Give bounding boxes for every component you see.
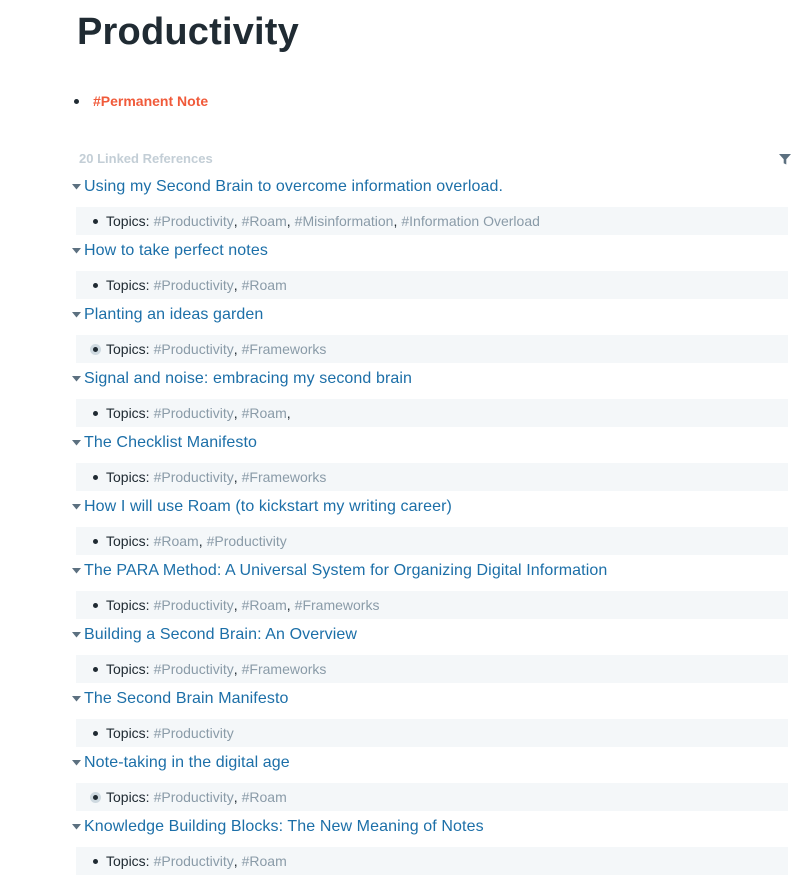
reference-title-link[interactable]: How to take perfect notes: [84, 242, 268, 259]
reference-title-row: [68, 749, 788, 777]
reference-block: [76, 335, 788, 363]
permanent-note-tag[interactable]: #Permanent Note: [93, 93, 209, 109]
topics-label: Topics:: [106, 405, 150, 421]
topic-tag[interactable]: #Productivity: [153, 725, 234, 741]
caret-down-icon[interactable]: [68, 429, 84, 457]
tag-separator: ,: [393, 213, 398, 229]
topic-tag[interactable]: #Roam: [241, 597, 287, 613]
bullet-icon[interactable]: [93, 283, 98, 288]
reference-title-row: [68, 685, 788, 713]
linked-reference: [68, 621, 788, 685]
topic-tag[interactable]: #Productivity: [153, 213, 234, 229]
reference-title-row: [68, 301, 788, 329]
reference-title-link[interactable]: Building a Second Brain: An Overview: [84, 626, 358, 643]
caret-down-icon[interactable]: [68, 685, 84, 713]
topics-label: Topics:: [106, 341, 150, 357]
reference-title-row: [68, 173, 788, 201]
bullet-icon[interactable]: [93, 539, 98, 544]
bullet-icon[interactable]: [93, 667, 98, 672]
linked-reference: [68, 301, 788, 365]
reference-title-row: [68, 429, 788, 457]
tag-separator: ,: [233, 341, 238, 357]
topics-label: Topics:: [106, 469, 150, 485]
linked-references-count[interactable]: 20 Linked References: [79, 151, 213, 166]
caret-down-icon[interactable]: [68, 237, 84, 265]
reference-title-link[interactable]: The Checklist Manifesto: [84, 434, 258, 451]
bullet-icon[interactable]: [74, 99, 79, 104]
linked-reference: [68, 365, 788, 429]
reference-title-link[interactable]: Knowledge Building Blocks: The New Meaning of Notes: [84, 818, 484, 835]
caret-down-icon[interactable]: [68, 813, 84, 841]
tag-separator: ,: [286, 405, 291, 421]
reference-title-link[interactable]: Signal and noise: embracing my second brain: [84, 370, 413, 387]
tag-separator: ,: [233, 597, 238, 613]
linked-reference: [68, 813, 788, 877]
topic-tag[interactable]: #Roam: [241, 405, 287, 421]
reference-block: [76, 527, 788, 555]
linked-references-list: [68, 173, 788, 877]
topic-tag[interactable]: #Productivity: [153, 405, 234, 421]
reference-title-link[interactable]: The PARA Method: A Universal System for Organizing Digital Information: [84, 562, 608, 579]
tag-separator: ,: [233, 853, 238, 869]
topics-label: Topics:: [106, 661, 150, 677]
caret-down-icon[interactable]: [68, 365, 84, 393]
caret-down-icon[interactable]: [68, 173, 84, 201]
linked-reference: [68, 685, 788, 749]
tag-separator: ,: [233, 789, 238, 805]
reference-block: [76, 847, 788, 875]
linked-reference: [68, 237, 788, 301]
topic-tag[interactable]: #Productivity: [153, 661, 234, 677]
block-bullet[interactable]: [76, 667, 106, 672]
reference-title-link[interactable]: Using my Second Brain to overcome information overload.: [84, 178, 504, 195]
topic-tag[interactable]: #Productivity: [153, 853, 234, 869]
tag-separator: ,: [198, 533, 203, 549]
reference-block: [76, 207, 788, 235]
bullet-icon[interactable]: [93, 731, 98, 736]
block-bullet[interactable]: [76, 731, 106, 736]
topics-label: Topics:: [106, 597, 150, 613]
topic-tag[interactable]: #Productivity: [206, 533, 287, 549]
topic-tag[interactable]: #Productivity: [153, 789, 234, 805]
reference-title-row: [68, 237, 788, 265]
topic-tag[interactable]: #Frameworks: [241, 661, 327, 677]
topics-label: Topics:: [106, 213, 150, 229]
block-bullet[interactable]: [76, 411, 106, 416]
caret-down-icon[interactable]: [68, 557, 84, 585]
topic-tag[interactable]: #Productivity: [153, 277, 234, 293]
topics-label: Topics:: [106, 277, 150, 293]
caret-down-icon[interactable]: [68, 749, 84, 777]
reference-block: [76, 783, 788, 811]
block-bullet[interactable]: [76, 603, 106, 608]
tag-separator: ,: [233, 277, 238, 293]
block-bullet[interactable]: [76, 859, 106, 864]
reference-block: [76, 463, 788, 491]
bullet-icon[interactable]: [93, 411, 98, 416]
topic-tag[interactable]: #Frameworks: [241, 341, 327, 357]
topic-tag[interactable]: #Productivity: [153, 469, 234, 485]
page-title: Productivity: [77, 11, 299, 53]
linked-references-header: [79, 150, 794, 168]
linked-reference: [68, 493, 788, 557]
reference-title-row: [68, 365, 788, 393]
block-bullet[interactable]: [76, 475, 106, 480]
caret-down-icon[interactable]: [68, 493, 84, 521]
linked-reference: [68, 173, 788, 237]
topics-label: Topics:: [106, 725, 150, 741]
tag-separator: ,: [233, 469, 238, 485]
bullet-icon[interactable]: [93, 219, 98, 224]
topic-tag[interactable]: #Frameworks: [241, 469, 327, 485]
topic-tag[interactable]: #Productivity: [153, 597, 234, 613]
linked-reference: [68, 429, 788, 493]
block-bullet[interactable]: [76, 344, 106, 355]
topic-tag[interactable]: #Roam: [241, 853, 287, 869]
tag-separator: ,: [233, 661, 238, 677]
block-bullet[interactable]: [76, 792, 106, 803]
block-bullet[interactable]: [76, 219, 106, 224]
topic-tag[interactable]: #Roam: [241, 789, 287, 805]
topic-tag[interactable]: #Frameworks: [294, 597, 380, 613]
reference-block: [76, 719, 788, 747]
filter-icon[interactable]: [778, 152, 792, 166]
block-bullet[interactable]: [76, 539, 106, 544]
caret-down-icon[interactable]: [68, 621, 84, 649]
bullet-icon[interactable]: [93, 475, 98, 480]
topic-tag[interactable]: #Roam: [153, 533, 199, 549]
reference-title-row: [68, 557, 788, 585]
collapsed-bullet-icon[interactable]: [90, 344, 101, 355]
reference-title-link[interactable]: The Second Brain Manifesto: [84, 690, 289, 707]
topic-tag[interactable]: #Roam: [241, 277, 287, 293]
reference-title-row: [68, 493, 788, 521]
reference-block: [76, 591, 788, 619]
topic-tag[interactable]: #Information Overload: [401, 213, 540, 229]
reference-title-link[interactable]: Note-taking in the digital age: [84, 754, 290, 771]
tag-separator: ,: [233, 405, 238, 421]
reference-title-row: [68, 813, 788, 841]
topics-label: Topics:: [106, 789, 150, 805]
reference-title-row: [68, 621, 788, 649]
reference-title-link[interactable]: How I will use Roam (to kickstart my writing career): [84, 498, 452, 515]
topic-tag[interactable]: #Misinformation: [294, 213, 394, 229]
topic-tag[interactable]: #Roam: [241, 213, 287, 229]
tag-separator: ,: [286, 213, 291, 229]
linked-reference: [68, 557, 788, 621]
topics-label: Topics:: [106, 533, 150, 549]
collapsed-bullet-icon[interactable]: [90, 792, 101, 803]
bullet-icon[interactable]: [93, 859, 98, 864]
reference-block: [76, 399, 788, 427]
reference-title-link[interactable]: Planting an ideas garden: [84, 306, 264, 323]
caret-down-icon[interactable]: [68, 301, 84, 329]
bullet-icon[interactable]: [93, 603, 98, 608]
topic-tag[interactable]: #Productivity: [153, 341, 234, 357]
linked-reference: [68, 749, 788, 813]
block-bullet[interactable]: [76, 283, 106, 288]
tag-separator: ,: [233, 213, 238, 229]
reference-block: [76, 271, 788, 299]
tag-separator: ,: [286, 597, 291, 613]
top-block: [74, 91, 208, 111]
topics-label: Topics:: [106, 853, 150, 869]
reference-block: [76, 655, 788, 683]
